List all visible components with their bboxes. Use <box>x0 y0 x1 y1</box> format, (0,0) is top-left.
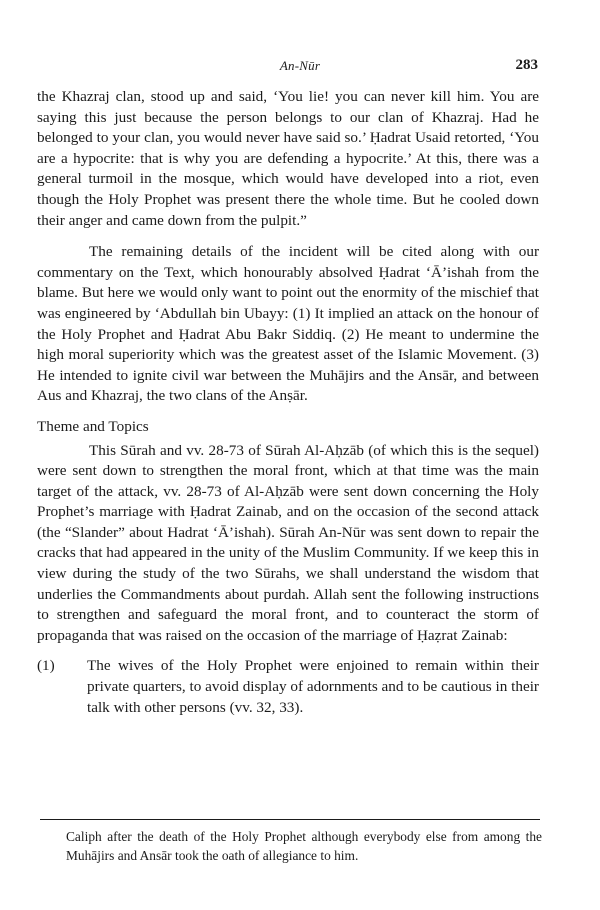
footnote-divider <box>40 819 540 820</box>
footnote: Caliph after the death of the Holy Prophet although everybody else from among the Muhājirs and Ansār took the oath of allegiance to him. <box>66 829 542 863</box>
paragraph-continuation: the Khazraj clan, stood up and said, ‘You lie! you can never kill him. You are saying this just because the person belongs to our clan of Khazraj. Had he belonged to your clan, you would never have said so.’ Ḥadrat Usaid retorted, ‘You are a hypocrite: that is why you are defending a hypocrite.’ At this, there was a general turmoil in the mosque, which would have developed into a riot, even though the Holy Prophet was present there the whole time. But he cooled down their anger and came down from the pulpit.” <box>37 88 539 229</box>
list-item-marker: (1) <box>37 657 55 675</box>
paragraph-incident-details: The remaining details of the incident will be cited along with our commentary on the Text, which honourably absolved Ḥadrat ‘Ā’ishah from the blame. But here we would only want to point out the enormity of the mischief that was engineered by ‘Abdullah bin Ubayy: (1) It implied an attack on the honour of the Holy Prophet and Ḥadrat Abu Bakr Siddiq. (2) He meant to undermine the high moral superiority which was the greatest asset of the Islamic Movement. (3) He intended to ignite civil war between the Muhājirs and the Ansār, and between Aus and Khazraj, the two clans of the Anṣār. <box>37 243 539 405</box>
list-item-text: The wives of the Holy Prophet were enjoined to remain within their private quarters, to avoid display of adornments and to be cautious in their talk with other persons (vv. 32, 33). <box>87 657 539 716</box>
section-heading: Theme and Topics <box>37 417 149 435</box>
paragraph-theme: This Sūrah and vv. 28-73 of Sūrah Al-Aḥzāb (of which this is the sequel) were sent down to strengthen the moral front, which at that time was the main target of the attack, vv. 28-73 of Al-Aḥzāb were sent down concerning the Holy Prophet’s marriage with Ḥadrat Zainab, and on the occasion of the second attack (the “Slander” about Hadrat ‘Ā’ishah). Sūrah An-Nūr was sent down to repair the cracks that had appeared in the unity of the Muslim Community. If we keep this in view during the study of the two Sūrahs, we shall understand the wisdom that underlies the Commandments about purdah. Allah sent the following instructions to strengthen and safeguard the moral front, and to counteract the storm of propaganda that was raised on the occasion of the marriage of Ḥaẓrat Zainab: <box>37 441 539 644</box>
running-header-title: An-Nūr <box>279 58 321 73</box>
list-item <box>37 656 539 718</box>
page-number: 283 <box>515 57 538 73</box>
main-text <box>37 87 539 718</box>
